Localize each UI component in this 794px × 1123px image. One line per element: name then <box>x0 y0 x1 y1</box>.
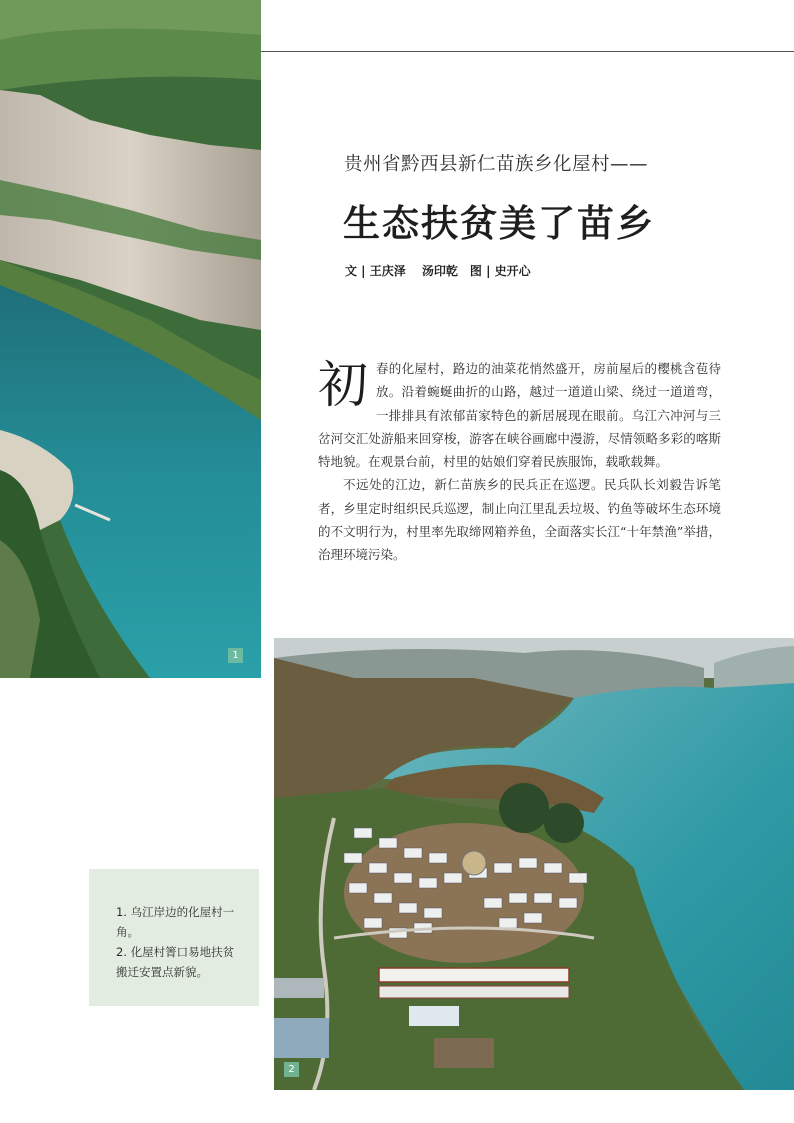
article-body <box>318 357 721 567</box>
paragraph-1 <box>318 357 721 473</box>
photo-village <box>274 638 794 1090</box>
photo-river-gorge-image <box>0 0 261 678</box>
caption-1: 1. 乌江岸边的化屋村一角。 <box>116 905 235 939</box>
caption-text <box>116 902 241 982</box>
paragraph-1-text: 春的化屋村，路边的油菜花悄然盛开，房前屋后的樱桃含苞待放。沿着蜿蜒曲折的山路，越过一道道山梁、绕过一道道弯，一排排具有浓郁苗家特色的新居展现在眼前。乌江六冲河与三岔河交汇处游船来回穿梭，游客在峡谷画廊中漫游，尽情领略多彩的喀斯特地貌。在观景台前，村里的姑娘们穿着民族服饰，载歌载舞。 <box>318 361 721 470</box>
photo-river-gorge <box>0 0 261 678</box>
drop-cap: 初 <box>318 356 368 414</box>
article-byline: 文 | 王庆泽 汤印乾 图 | 史开心 <box>345 264 531 278</box>
paragraph-2: 不远处的江边，新仁苗族乡的民兵正在巡逻。民兵队长刘毅告诉笔者，乡里定时组织民兵巡逻，制止向江里乱丢垃圾、钓鱼等破坏生态环境的不文明行为，村里率先取缔网箱养鱼，全面落实长江“十年禁渔”举措，治理环境污染。 <box>318 477 721 563</box>
caption-box <box>89 869 259 1006</box>
article-subtitle: 贵州省黔西县新仁苗族乡化屋村—— <box>344 154 649 175</box>
article-title: 生态扶贫美了苗乡 <box>343 202 655 245</box>
caption-2: 2. 化屋村箐口易地扶贫搬迁安置点新貌。 <box>116 945 235 979</box>
photo-1-number: 1 <box>228 648 243 663</box>
photo-village-image <box>274 638 794 1090</box>
photo-2-number: 2 <box>284 1062 299 1077</box>
top-rule <box>261 51 794 52</box>
